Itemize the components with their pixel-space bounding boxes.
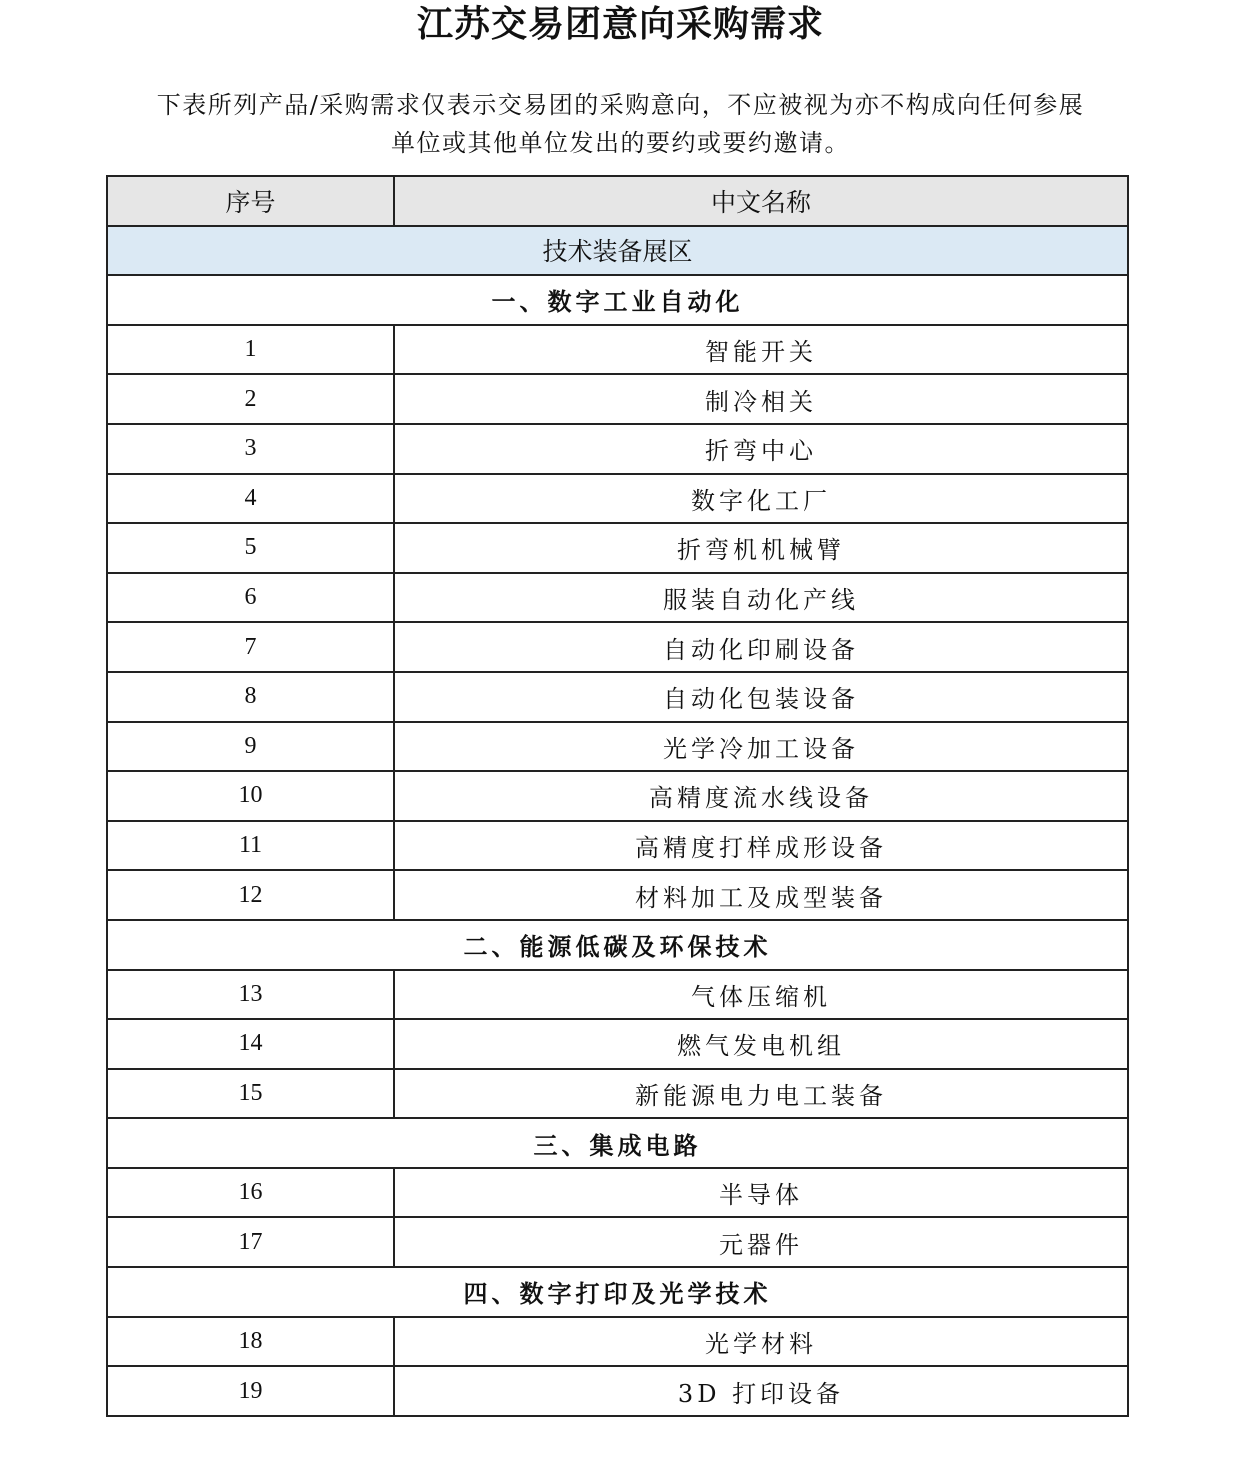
table-row <box>107 722 1128 772</box>
serial-number-cell: 11 <box>107 821 394 871</box>
serial-number-cell: 13 <box>107 970 394 1020</box>
serial-number-cell: 18 <box>107 1317 394 1367</box>
serial-number-cell: 15 <box>107 1069 394 1119</box>
product-name-cell: 3D 打印设备 <box>394 1366 1128 1416</box>
serial-number-cell: 5 <box>107 523 394 573</box>
product-name-cell: 光学冷加工设备 <box>394 722 1128 772</box>
category-row <box>107 920 1128 970</box>
product-name-cell: 光学材料 <box>394 1317 1128 1367</box>
table-row <box>107 1069 1128 1119</box>
table-row <box>107 1168 1128 1218</box>
table-row <box>107 672 1128 722</box>
serial-number-cell: 12 <box>107 870 394 920</box>
product-name-cell: 燃气发电机组 <box>394 1019 1128 1069</box>
serial-number-cell: 10 <box>107 771 394 821</box>
product-name-cell: 自动化包装设备 <box>394 672 1128 722</box>
category-label: 一、数字工业自动化 <box>107 275 1128 325</box>
intro-line-1: 下表所列产品/采购需求仅表示交易团的采购意向，不应被视为亦不构成向任何参展 <box>156 91 1085 119</box>
table-row <box>107 573 1128 623</box>
intro-disclaimer <box>100 86 1141 162</box>
intro-line-2: 单位或其他单位发出的要约或要约邀请。 <box>391 129 850 157</box>
header-chinese-name: 中文名称 <box>394 176 1128 226</box>
table-row <box>107 424 1128 474</box>
header-serial-number: 序号 <box>107 176 394 226</box>
category-row <box>107 1267 1128 1317</box>
serial-number-cell: 3 <box>107 424 394 474</box>
table-row <box>107 374 1128 424</box>
table-row <box>107 870 1128 920</box>
product-name-cell: 数字化工厂 <box>394 474 1128 524</box>
serial-number-cell: 7 <box>107 622 394 672</box>
category-row <box>107 1118 1128 1168</box>
product-name-cell: 折弯机机械臂 <box>394 523 1128 573</box>
product-name-cell: 半导体 <box>394 1168 1128 1218</box>
serial-number-cell: 1 <box>107 325 394 375</box>
table-row <box>107 970 1128 1020</box>
table-row <box>107 1019 1128 1069</box>
serial-number-cell: 9 <box>107 722 394 772</box>
category-label: 二、能源低碳及环保技术 <box>107 920 1128 970</box>
product-name-cell: 高精度打样成形设备 <box>394 821 1128 871</box>
product-name-cell: 自动化印刷设备 <box>394 622 1128 672</box>
zone-row <box>107 226 1128 276</box>
product-name-cell: 元器件 <box>394 1217 1128 1267</box>
product-name-cell: 服装自动化产线 <box>394 573 1128 623</box>
serial-number-cell: 6 <box>107 573 394 623</box>
table-row <box>107 474 1128 524</box>
table-row <box>107 1366 1128 1416</box>
product-name-cell: 折弯中心 <box>394 424 1128 474</box>
category-label: 三、集成电路 <box>107 1118 1128 1168</box>
product-name-cell: 材料加工及成型装备 <box>394 870 1128 920</box>
product-name-cell: 制冷相关 <box>394 374 1128 424</box>
table-header-row <box>107 176 1128 226</box>
table-body <box>107 226 1128 1416</box>
table-row <box>107 325 1128 375</box>
table-row <box>107 821 1128 871</box>
table-row <box>107 1217 1128 1267</box>
product-name-cell: 高精度流水线设备 <box>394 771 1128 821</box>
table-row <box>107 622 1128 672</box>
serial-number-cell: 4 <box>107 474 394 524</box>
serial-number-cell: 17 <box>107 1217 394 1267</box>
page-title: 江苏交易团意向采购需求 <box>416 4 824 45</box>
procurement-table <box>106 175 1129 1417</box>
table-row <box>107 771 1128 821</box>
product-name-cell: 新能源电力电工装备 <box>394 1069 1128 1119</box>
serial-number-cell: 8 <box>107 672 394 722</box>
product-name-cell: 智能开关 <box>394 325 1128 375</box>
serial-number-cell: 2 <box>107 374 394 424</box>
zone-label: 技术装备展区 <box>107 226 1128 276</box>
serial-number-cell: 19 <box>107 1366 394 1416</box>
product-name-cell: 气体压缩机 <box>394 970 1128 1020</box>
serial-number-cell: 16 <box>107 1168 394 1218</box>
serial-number-cell: 14 <box>107 1019 394 1069</box>
table-row <box>107 523 1128 573</box>
table-row <box>107 1317 1128 1367</box>
category-row <box>107 275 1128 325</box>
category-label: 四、数字打印及光学技术 <box>107 1267 1128 1317</box>
